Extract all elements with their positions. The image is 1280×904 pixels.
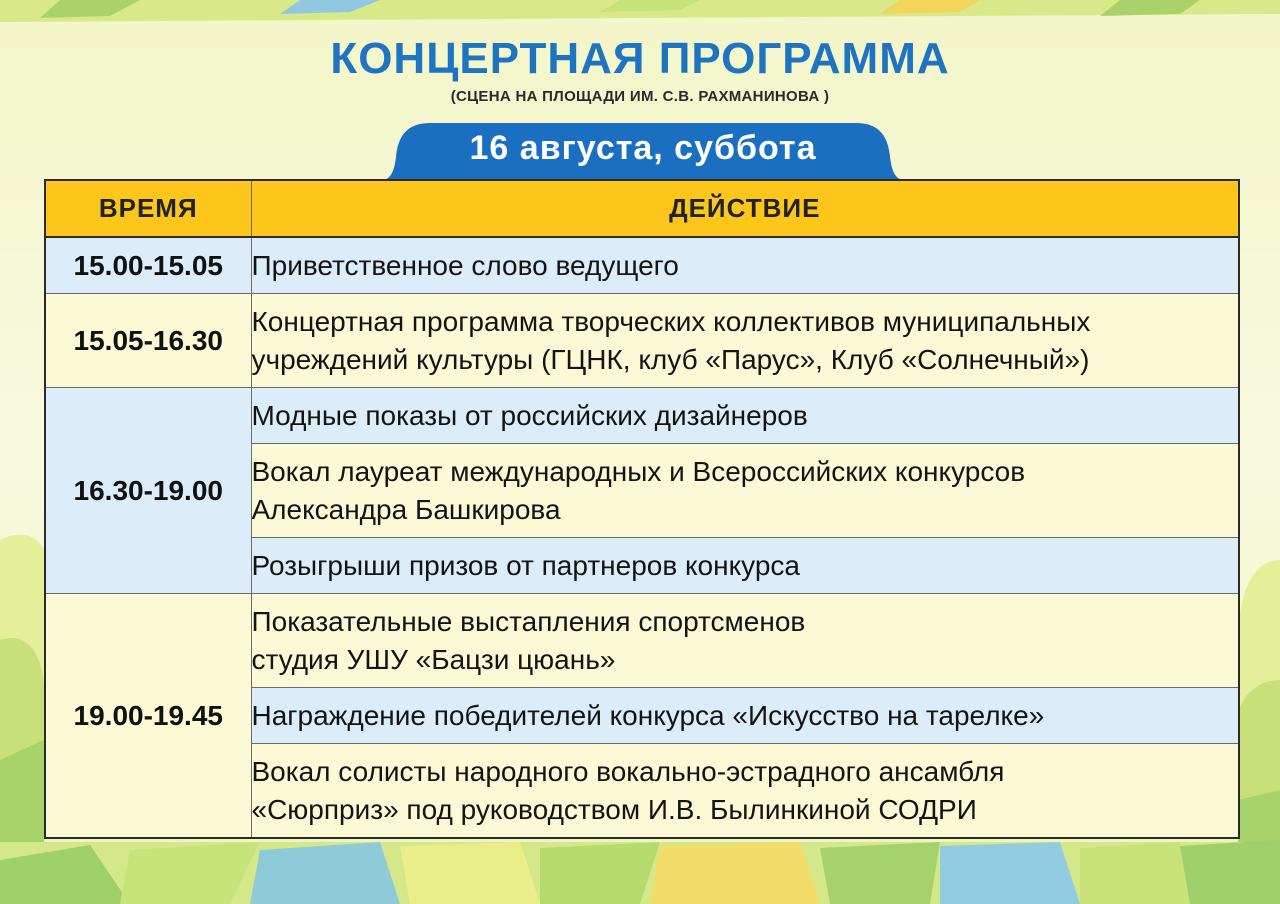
table-header-row xyxy=(45,180,1239,237)
action-cell: Модные показы от российских дизайнеров xyxy=(251,388,1239,444)
schedule-table xyxy=(44,179,1240,839)
action-cell: Розыгрыши призов от партнеров конкурса xyxy=(251,538,1239,594)
action-cell: Вокал лауреат международных и Всероссийских конкурсов Александра Башкирова xyxy=(251,444,1239,538)
column-header-time: ВРЕМЯ xyxy=(45,180,251,237)
column-header-action: ДЕЙСТВИЕ xyxy=(251,180,1239,237)
time-cell: 15.00-15.05 xyxy=(45,237,251,294)
time-cell: 19.00-19.45 xyxy=(45,594,251,839)
table-row xyxy=(45,388,1239,444)
action-cell: Концертная программа творческих коллективов муниципальных учреждений культуры (ГЦНК, клуб «Парус», Клуб «Солнечный») xyxy=(251,294,1239,388)
table-row xyxy=(45,294,1239,388)
action-cell: Приветственное слово ведущего xyxy=(251,237,1239,294)
action-cell: Вокал солисты народного вокально-эстрадного ансамбля «Сюрприз» под руководством И.В. Былинкиной СОДРИ xyxy=(251,744,1239,839)
time-cell: 16.30-19.00 xyxy=(45,388,251,594)
page-title: КОНЦЕРТНАЯ ПРОГРАММА xyxy=(330,34,950,83)
table-row xyxy=(45,594,1239,688)
table-row xyxy=(45,237,1239,294)
venue-subtitle: (СЦЕНА НА ПЛОЩАДИ ИМ. С.В. РАХМАНИНОВА ) xyxy=(450,88,830,105)
action-cell: Награждение победителей конкурса «Искусство на тарелке» xyxy=(251,688,1239,744)
time-cell: 15.05-16.30 xyxy=(45,294,251,388)
action-cell: Показательные выстапления спортсменов студия УШУ «Бацзи цюань» xyxy=(251,594,1239,688)
date-label: 16 августа, суббота xyxy=(469,129,817,167)
date-tab xyxy=(378,121,908,181)
